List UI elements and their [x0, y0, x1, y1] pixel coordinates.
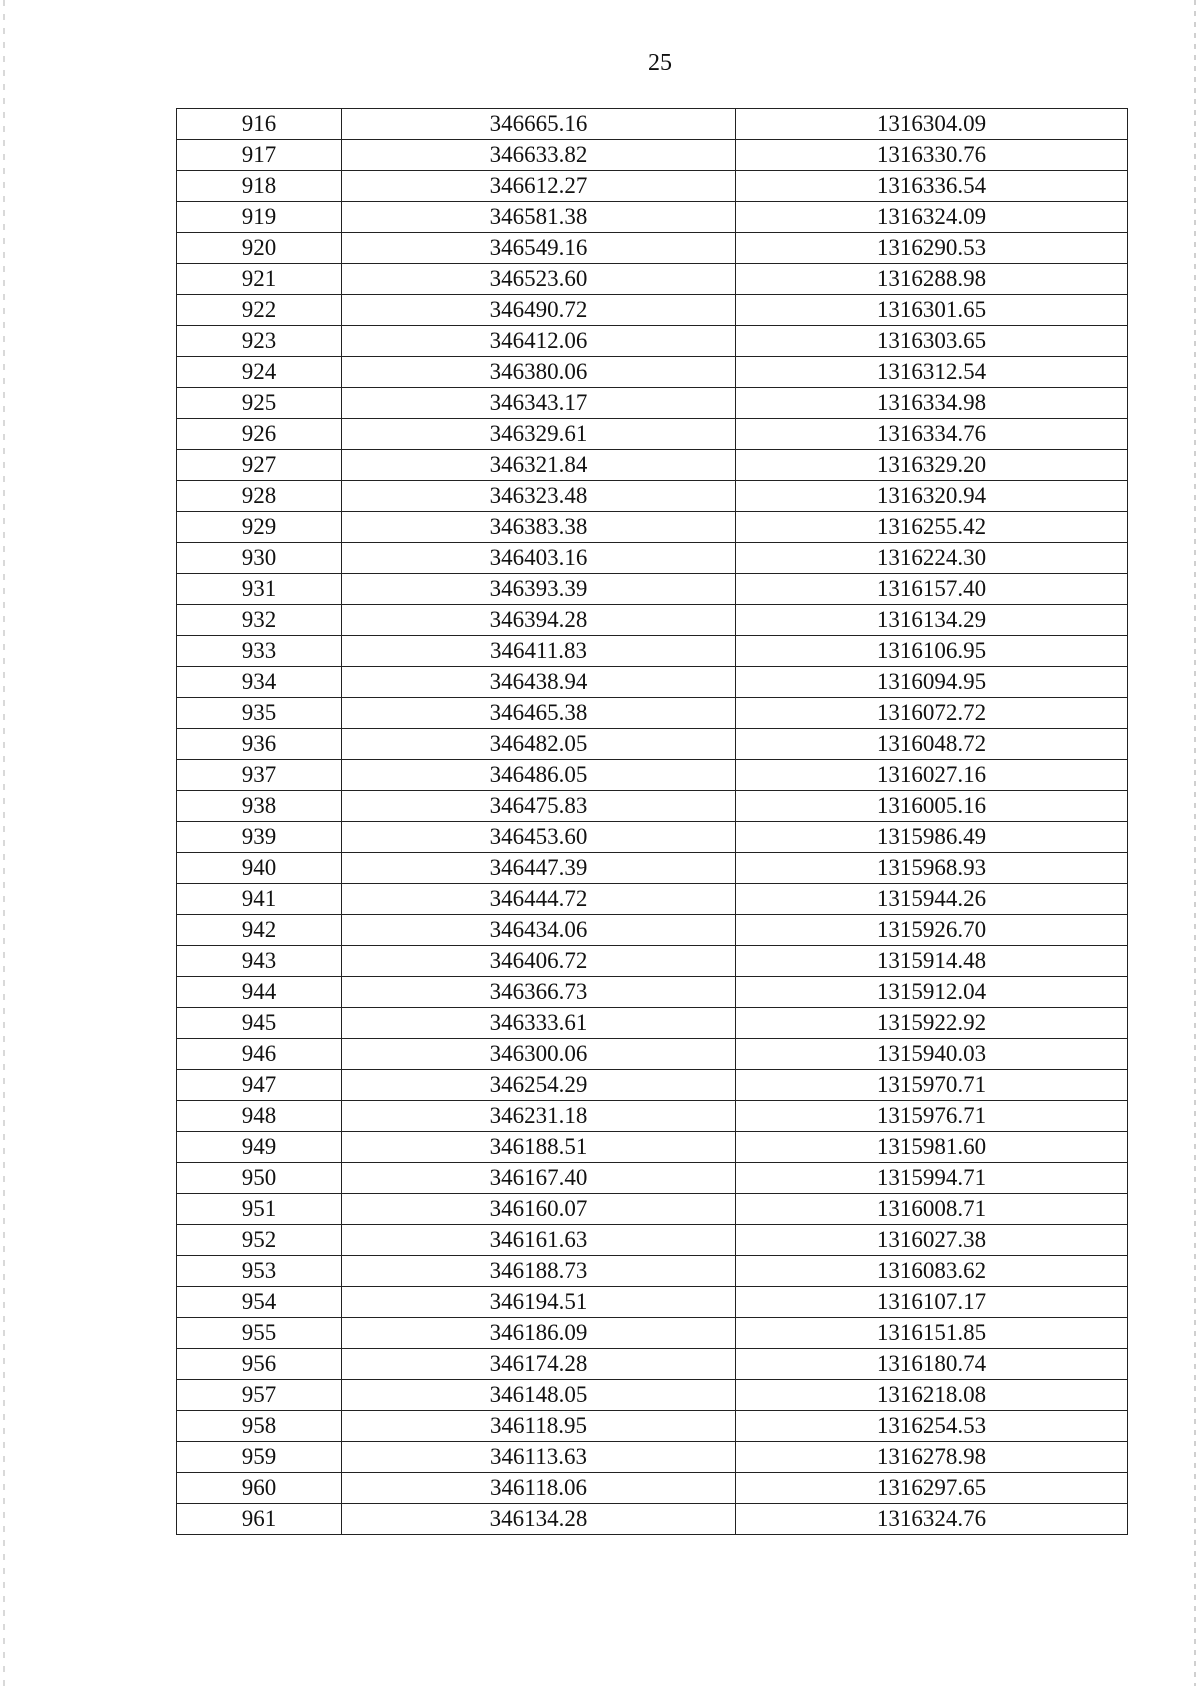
x-coordinate-cell: 346434.06: [342, 915, 736, 946]
table-row: [177, 729, 1128, 760]
point-number-cell: 958: [177, 1411, 342, 1442]
point-number-cell: 959: [177, 1442, 342, 1473]
y-coordinate-cell: 1315994.71: [736, 1163, 1128, 1194]
table-row: [177, 605, 1128, 636]
point-number-cell: 935: [177, 698, 342, 729]
y-coordinate-cell: 1316329.20: [736, 450, 1128, 481]
table-row: [177, 1380, 1128, 1411]
table-row: [177, 171, 1128, 202]
x-coordinate-cell: 346482.05: [342, 729, 736, 760]
table-row: [177, 853, 1128, 884]
table-row: [177, 884, 1128, 915]
y-coordinate-cell: 1316334.76: [736, 419, 1128, 450]
point-number-cell: 936: [177, 729, 342, 760]
x-coordinate-cell: 346490.72: [342, 295, 736, 326]
table-row: [177, 326, 1128, 357]
table-row: [177, 636, 1128, 667]
point-number-cell: 947: [177, 1070, 342, 1101]
y-coordinate-cell: 1316008.71: [736, 1194, 1128, 1225]
y-coordinate-cell: 1315926.70: [736, 915, 1128, 946]
table-row: [177, 1504, 1128, 1535]
table-row: [177, 1225, 1128, 1256]
y-coordinate-cell: 1316255.42: [736, 512, 1128, 543]
y-coordinate-cell: 1316027.38: [736, 1225, 1128, 1256]
point-number-cell: 926: [177, 419, 342, 450]
x-coordinate-cell: 346403.16: [342, 543, 736, 574]
x-coordinate-cell: 346333.61: [342, 1008, 736, 1039]
point-number-cell: 945: [177, 1008, 342, 1039]
y-coordinate-cell: 1316107.17: [736, 1287, 1128, 1318]
x-coordinate-cell: 346118.06: [342, 1473, 736, 1504]
point-number-cell: 923: [177, 326, 342, 357]
y-coordinate-cell: 1315922.92: [736, 1008, 1128, 1039]
y-coordinate-cell: 1315968.93: [736, 853, 1128, 884]
x-coordinate-cell: 346665.16: [342, 109, 736, 140]
x-coordinate-cell: 346160.07: [342, 1194, 736, 1225]
point-number-cell: 951: [177, 1194, 342, 1225]
y-coordinate-cell: 1316290.53: [736, 233, 1128, 264]
table-row: [177, 357, 1128, 388]
x-coordinate-cell: 346383.38: [342, 512, 736, 543]
table-row: [177, 1101, 1128, 1132]
y-coordinate-cell: 1316224.30: [736, 543, 1128, 574]
point-number-cell: 957: [177, 1380, 342, 1411]
table-row: [177, 264, 1128, 295]
y-coordinate-cell: 1316106.95: [736, 636, 1128, 667]
x-coordinate-cell: 346393.39: [342, 574, 736, 605]
table-row: [177, 822, 1128, 853]
table-row: [177, 388, 1128, 419]
point-number-cell: 922: [177, 295, 342, 326]
y-coordinate-cell: 1316072.72: [736, 698, 1128, 729]
table-row: [177, 1194, 1128, 1225]
x-coordinate-cell: 346475.83: [342, 791, 736, 822]
x-coordinate-cell: 346186.09: [342, 1318, 736, 1349]
y-coordinate-cell: 1316304.09: [736, 109, 1128, 140]
y-coordinate-cell: 1316324.76: [736, 1504, 1128, 1535]
point-number-cell: 943: [177, 946, 342, 977]
y-coordinate-cell: 1315976.71: [736, 1101, 1128, 1132]
x-coordinate-cell: 346254.29: [342, 1070, 736, 1101]
table-row: [177, 977, 1128, 1008]
x-coordinate-cell: 346394.28: [342, 605, 736, 636]
point-number-cell: 952: [177, 1225, 342, 1256]
y-coordinate-cell: 1316334.98: [736, 388, 1128, 419]
table-row: [177, 698, 1128, 729]
point-number-cell: 929: [177, 512, 342, 543]
y-coordinate-cell: 1316218.08: [736, 1380, 1128, 1411]
y-coordinate-cell: 1315981.60: [736, 1132, 1128, 1163]
point-number-cell: 932: [177, 605, 342, 636]
point-number-cell: 918: [177, 171, 342, 202]
table-row: [177, 450, 1128, 481]
x-coordinate-cell: 346300.06: [342, 1039, 736, 1070]
x-coordinate-cell: 346411.83: [342, 636, 736, 667]
point-number-cell: 956: [177, 1349, 342, 1380]
point-number-cell: 930: [177, 543, 342, 574]
table-row: [177, 233, 1128, 264]
point-number-cell: 961: [177, 1504, 342, 1535]
table-row: [177, 140, 1128, 171]
x-coordinate-cell: 346406.72: [342, 946, 736, 977]
x-coordinate-cell: 346612.27: [342, 171, 736, 202]
point-number-cell: 928: [177, 481, 342, 512]
x-coordinate-cell: 346465.38: [342, 698, 736, 729]
point-number-cell: 950: [177, 1163, 342, 1194]
y-coordinate-cell: 1315986.49: [736, 822, 1128, 853]
y-coordinate-cell: 1316094.95: [736, 667, 1128, 698]
x-coordinate-cell: 346134.28: [342, 1504, 736, 1535]
y-coordinate-cell: 1315940.03: [736, 1039, 1128, 1070]
table-row: [177, 419, 1128, 450]
page-number: 25: [648, 50, 672, 76]
point-number-cell: 949: [177, 1132, 342, 1163]
y-coordinate-cell: 1316134.29: [736, 605, 1128, 636]
y-coordinate-cell: 1316336.54: [736, 171, 1128, 202]
x-coordinate-cell: 346194.51: [342, 1287, 736, 1318]
x-coordinate-cell: 346329.61: [342, 419, 736, 450]
y-coordinate-cell: 1316312.54: [736, 357, 1128, 388]
table-row: [177, 1349, 1128, 1380]
table-row: [177, 202, 1128, 233]
point-number-cell: 931: [177, 574, 342, 605]
table-row: [177, 946, 1128, 977]
x-coordinate-cell: 346412.06: [342, 326, 736, 357]
y-coordinate-cell: 1316330.76: [736, 140, 1128, 171]
table-row: [177, 481, 1128, 512]
table-row: [177, 667, 1128, 698]
table-body: [177, 109, 1128, 1535]
x-coordinate-cell: 346231.18: [342, 1101, 736, 1132]
x-coordinate-cell: 346148.05: [342, 1380, 736, 1411]
x-coordinate-cell: 346444.72: [342, 884, 736, 915]
point-number-cell: 924: [177, 357, 342, 388]
point-number-cell: 940: [177, 853, 342, 884]
y-coordinate-cell: 1316288.98: [736, 264, 1128, 295]
table-row: [177, 760, 1128, 791]
point-number-cell: 954: [177, 1287, 342, 1318]
table-row: [177, 295, 1128, 326]
table-row: [177, 915, 1128, 946]
y-coordinate-cell: 1316180.74: [736, 1349, 1128, 1380]
x-coordinate-cell: 346323.48: [342, 481, 736, 512]
y-coordinate-cell: 1316320.94: [736, 481, 1128, 512]
x-coordinate-cell: 346366.73: [342, 977, 736, 1008]
table-row: [177, 1163, 1128, 1194]
table-row: [177, 543, 1128, 574]
table-row: [177, 1256, 1128, 1287]
x-coordinate-cell: 346118.95: [342, 1411, 736, 1442]
table-row: [177, 512, 1128, 543]
scan-edge-left: [3, 0, 5, 1686]
point-number-cell: 937: [177, 760, 342, 791]
y-coordinate-cell: 1316254.53: [736, 1411, 1128, 1442]
x-coordinate-cell: 346453.60: [342, 822, 736, 853]
y-coordinate-cell: 1316151.85: [736, 1318, 1128, 1349]
point-number-cell: 944: [177, 977, 342, 1008]
x-coordinate-cell: 346174.28: [342, 1349, 736, 1380]
point-number-cell: 942: [177, 915, 342, 946]
table-row: [177, 1039, 1128, 1070]
y-coordinate-cell: 1316324.09: [736, 202, 1128, 233]
point-number-cell: 916: [177, 109, 342, 140]
x-coordinate-cell: 346188.73: [342, 1256, 736, 1287]
point-number-cell: 934: [177, 667, 342, 698]
y-coordinate-cell: 1316303.65: [736, 326, 1128, 357]
x-coordinate-cell: 346486.05: [342, 760, 736, 791]
point-number-cell: 938: [177, 791, 342, 822]
table-row: [177, 1442, 1128, 1473]
table-row: [177, 1008, 1128, 1039]
point-number-cell: 948: [177, 1101, 342, 1132]
point-number-cell: 927: [177, 450, 342, 481]
point-number-cell: 953: [177, 1256, 342, 1287]
point-number-cell: 917: [177, 140, 342, 171]
y-coordinate-cell: 1316297.65: [736, 1473, 1128, 1504]
point-number-cell: 919: [177, 202, 342, 233]
coordinate-table: [176, 108, 1128, 1535]
scan-edge-right: [1194, 0, 1196, 1686]
table-row: [177, 1318, 1128, 1349]
y-coordinate-cell: 1316027.16: [736, 760, 1128, 791]
point-number-cell: 946: [177, 1039, 342, 1070]
y-coordinate-cell: 1316005.16: [736, 791, 1128, 822]
table-row: [177, 1411, 1128, 1442]
point-number-cell: 939: [177, 822, 342, 853]
point-number-cell: 960: [177, 1473, 342, 1504]
y-coordinate-cell: 1315944.26: [736, 884, 1128, 915]
x-coordinate-cell: 346167.40: [342, 1163, 736, 1194]
x-coordinate-cell: 346549.16: [342, 233, 736, 264]
x-coordinate-cell: 346380.06: [342, 357, 736, 388]
y-coordinate-cell: 1316083.62: [736, 1256, 1128, 1287]
x-coordinate-cell: 346633.82: [342, 140, 736, 171]
point-number-cell: 933: [177, 636, 342, 667]
point-number-cell: 925: [177, 388, 342, 419]
x-coordinate-cell: 346161.63: [342, 1225, 736, 1256]
table-row: [177, 1473, 1128, 1504]
table-row: [177, 1287, 1128, 1318]
y-coordinate-cell: 1315914.48: [736, 946, 1128, 977]
table-row: [177, 574, 1128, 605]
x-coordinate-cell: 346321.84: [342, 450, 736, 481]
point-number-cell: 955: [177, 1318, 342, 1349]
y-coordinate-cell: 1316278.98: [736, 1442, 1128, 1473]
x-coordinate-cell: 346523.60: [342, 264, 736, 295]
y-coordinate-cell: 1316301.65: [736, 295, 1128, 326]
table-row: [177, 1070, 1128, 1101]
x-coordinate-cell: 346581.38: [342, 202, 736, 233]
y-coordinate-cell: 1316048.72: [736, 729, 1128, 760]
point-number-cell: 921: [177, 264, 342, 295]
table-row: [177, 1132, 1128, 1163]
x-coordinate-cell: 346438.94: [342, 667, 736, 698]
x-coordinate-cell: 346113.63: [342, 1442, 736, 1473]
x-coordinate-cell: 346447.39: [342, 853, 736, 884]
table-row: [177, 791, 1128, 822]
x-coordinate-cell: 346188.51: [342, 1132, 736, 1163]
y-coordinate-cell: 1315970.71: [736, 1070, 1128, 1101]
table-row: [177, 109, 1128, 140]
point-number-cell: 920: [177, 233, 342, 264]
y-coordinate-cell: 1315912.04: [736, 977, 1128, 1008]
point-number-cell: 941: [177, 884, 342, 915]
y-coordinate-cell: 1316157.40: [736, 574, 1128, 605]
x-coordinate-cell: 346343.17: [342, 388, 736, 419]
